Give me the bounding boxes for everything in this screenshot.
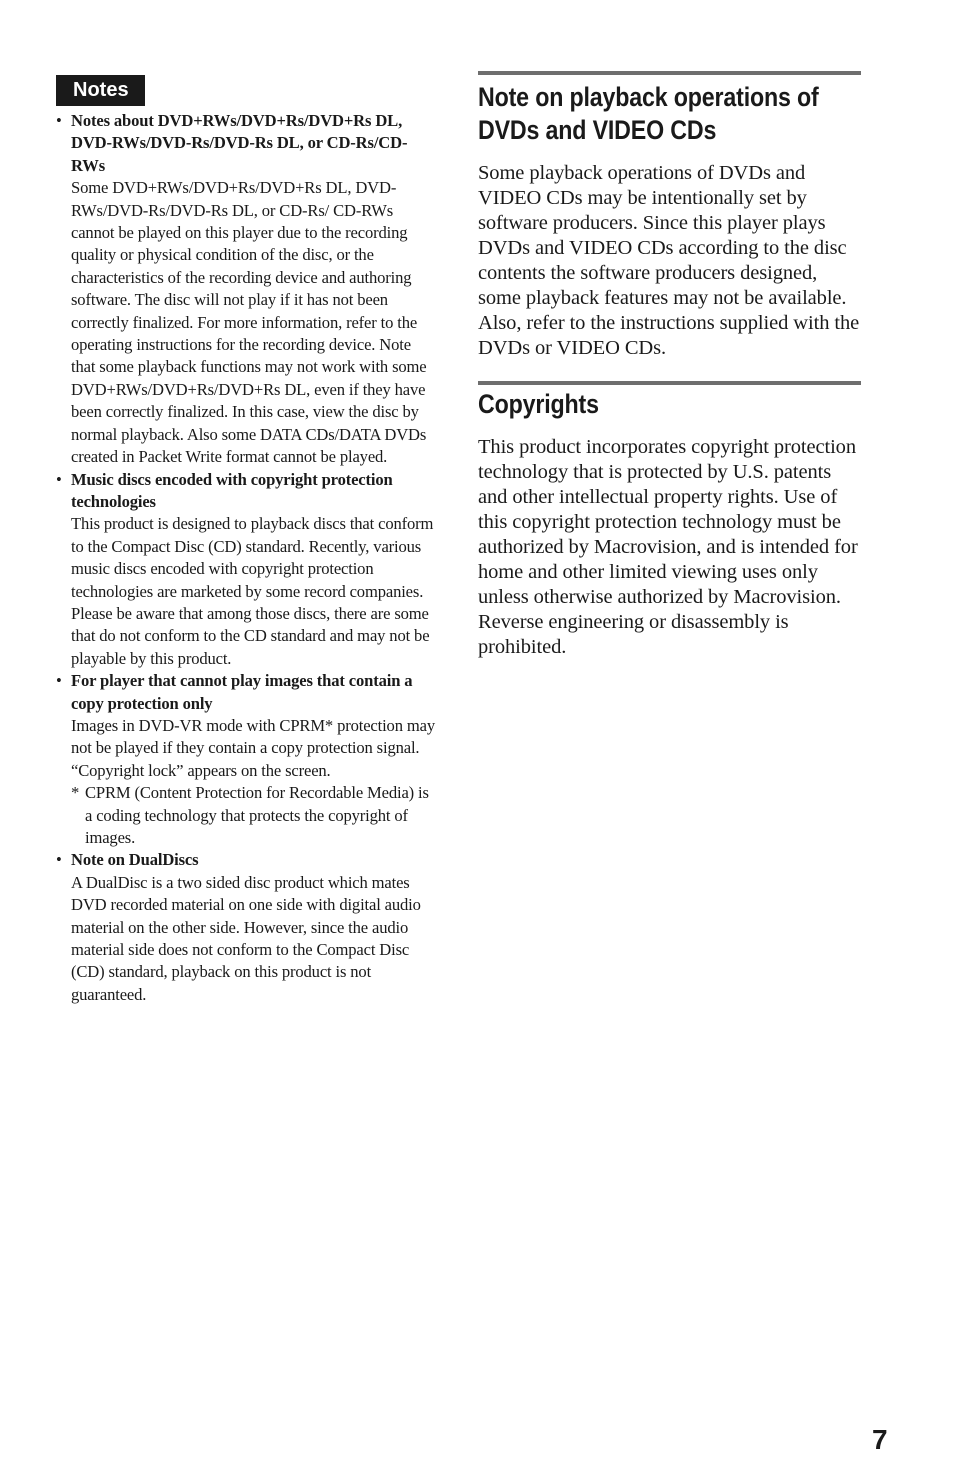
sections-column (478, 71, 861, 660)
section-body: Some playback operations of DVDs and VIDEO CDs may be intentionally set by software producers. Since this player plays DVDs and VIDEO CDs according to the disc contents the software producers designed, some playback features may not be available. Also, refer to the instructions supplied with the DVDs or VIDEO CDs. (478, 162, 860, 359)
section-playback-operations (478, 71, 861, 361)
note-item-copy-protection (56, 670, 438, 849)
note-title: Notes about DVD+RWs/DVD+Rs/DVD+Rs DL, DVD-RWs/DVD-Rs/DVD-Rs DL, or CD-Rs/CD-RWs (71, 111, 408, 175)
note-title: Music discs encoded with copyright protection technologies (71, 469, 393, 511)
section-body: This product incorporates copyright protection technology that is protected by U.S. patents and other intellectual property rights. Use of this copyright protection technology must be authorized by Macrovision, and is intended for home and other limited viewing uses only unless otherwise authorized by Macrovision. Reverse engineering or disassembly is prohibited. (478, 436, 858, 658)
note-body: This product is designed to playback discs that conform to the Compact Disc (CD) standard. Recently, various music discs encoded with copyright protection technologies are marketed by some record companies. Please be aware that among those discs, there are some that do not conform to the CD standard and may not be playable by this product. (71, 514, 434, 668)
note-body: A DualDisc is a two sided disc product which mates DVD recorded material on one side with digital audio material on the other side. However, since the audio material side does not conform to the Compact Disc (CD) standard, playback on this product is not guaranteed. (71, 872, 421, 1004)
note-title: Note on DualDiscs (71, 850, 199, 870)
notes-column (56, 75, 438, 1006)
bullet-icon: • (56, 850, 62, 870)
page-number: 7 (872, 1424, 888, 1455)
footnote-mark: * (71, 783, 80, 803)
note-item-dvd-cd-formats (56, 110, 438, 469)
note-title: For player that cannot play images that contain a copy protection only (71, 671, 413, 713)
section-rule (478, 381, 861, 385)
notes-label: Notes (56, 75, 145, 106)
bullet-icon: • (56, 671, 62, 691)
section-title: Note on playback operations of DVDs and VIDEO CDs (478, 82, 819, 145)
section-rule (478, 71, 861, 75)
section-copyrights (478, 381, 861, 660)
bullet-icon: • (56, 469, 62, 489)
note-body: Images in DVD-VR mode with CPRM* protection may not be played if they contain a copy protection signal. “Copyright lock” appears on the screen. (71, 715, 435, 780)
bullet-icon: • (56, 111, 62, 130)
section-title: Copyrights (478, 389, 599, 419)
footnote-text: CPRM (Content Protection for Recordable Media) is a coding technology that protects the copyright of images. (85, 783, 429, 847)
note-item-dualdiscs (56, 849, 438, 1006)
note-item-music-discs (56, 469, 438, 671)
footnote-cprm (71, 782, 438, 849)
notes-list (56, 110, 438, 1006)
note-body: Some DVD+RWs/DVD+Rs/DVD+Rs DL, DVD-RWs/DVD-Rs/DVD-Rs DL, or CD-Rs/ CD-RWs cannot be played on this player due to the recording quality or physical condition of the disc, or the characteristics of the recording device and authoring software. The disc will not play if it has not been correctly finalized. For more information, refer to the operating instructions for the recording device. Note that some playback functions may not work with some DVD+RWs/DVD+Rs/DVD+Rs DL, even if they have been correctly finalized. In this case, view the disc by normal playback. Also some DATA CDs/DATA DVDs created in Packet Write format cannot be played. (71, 178, 427, 467)
